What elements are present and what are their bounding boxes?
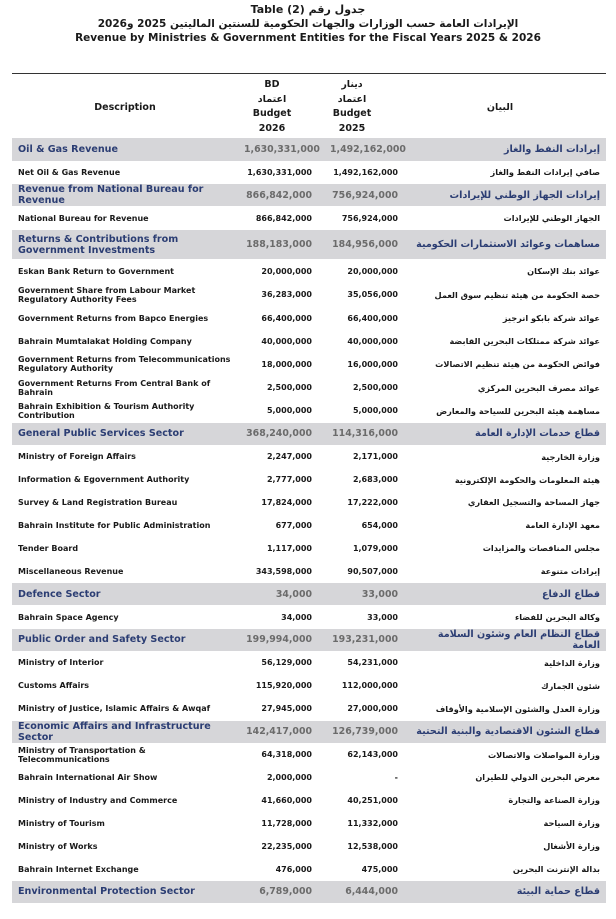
row-budget-2025: 16,000,000 [324, 352, 410, 376]
row-arabic-description: حصة الحكومة من هيئة تنظيم سوق العمل [410, 283, 606, 307]
row-description: Bahrain Institute for Public Administration [12, 514, 238, 537]
row-description: Customs Affairs [12, 674, 238, 697]
row-budget-2025: 66,400,000 [324, 307, 410, 330]
table-row [12, 260, 606, 283]
row-description: Eskan Bank Return to Government [12, 260, 238, 283]
row-arabic-description: مساهمة هيئة البحرين للسياحة والمعارض [410, 399, 606, 422]
row-budget-2025: 654,000 [324, 514, 410, 537]
table-row [12, 468, 606, 491]
header-budget-2026 [232, 78, 312, 138]
revenue-table [12, 138, 606, 904]
table-row [12, 491, 606, 514]
table-row [12, 399, 606, 422]
row-budget-2025: 54,231,000 [324, 651, 410, 674]
row-description: Ministry of Justice, Islamic Affairs & Awqaf [12, 697, 238, 720]
row-budget-2026: 199,994,000 [238, 628, 324, 651]
header-2026-arabic: اعتماد [257, 93, 287, 105]
table-row [12, 606, 606, 629]
row-arabic-description: قطاع الشئون الاقتصادية والبنية التحتية [410, 720, 606, 743]
row-budget-2025: 1,492,162,000 [324, 138, 410, 161]
row-budget-2026: 1,117,000 [238, 537, 324, 560]
row-budget-2026: 2,777,000 [238, 468, 324, 491]
row-budget-2025: - [324, 766, 410, 789]
table-row [12, 161, 606, 184]
row-budget-2026: 866,842,000 [238, 184, 324, 207]
table-row [12, 445, 606, 468]
header-2025-year: 2025 [338, 122, 366, 134]
row-description: Environmental Protection Sector [12, 880, 238, 903]
row-budget-2026: 20,000,000 [238, 260, 324, 283]
table-row [12, 697, 606, 720]
row-description: Bahrain Space Agency [12, 606, 238, 629]
row-arabic-description: معرض البحرين الدولي للطيران [410, 766, 606, 789]
row-budget-2026: 64,318,000 [238, 743, 324, 766]
row-budget-2026: 56,129,000 [238, 651, 324, 674]
row-description: General Public Services Sector [12, 422, 238, 445]
row-description: Ministry of Tourism [12, 812, 238, 835]
table-row [12, 789, 606, 812]
row-budget-2026: 5,000,000 [238, 399, 324, 422]
row-arabic-description: معهد الإدارة العامة [410, 514, 606, 537]
table-row [12, 283, 606, 307]
header-2025-currency: دينار [341, 79, 363, 90]
header-rule [12, 73, 606, 74]
row-budget-2026: 41,660,000 [238, 789, 324, 812]
row-budget-2025: 40,251,000 [324, 789, 410, 812]
table-row [12, 330, 606, 353]
row-budget-2025: 27,000,000 [324, 697, 410, 720]
row-budget-2025: 112,000,000 [324, 674, 410, 697]
row-description: Government Returns From Central Bank of Bahrain [12, 376, 238, 399]
table-row [12, 352, 606, 376]
row-budget-2026: 677,000 [238, 514, 324, 537]
row-budget-2026: 476,000 [238, 858, 324, 881]
table-row [12, 743, 606, 766]
row-budget-2026: 66,400,000 [238, 307, 324, 330]
table-row [12, 674, 606, 697]
row-arabic-description: مساهمات وعوائد الاستثمارات الحكومية [410, 230, 606, 260]
row-arabic-description: وكالة البحرين للفضاء [410, 606, 606, 629]
row-budget-2025: 2,171,000 [324, 445, 410, 468]
section-row [12, 230, 606, 260]
row-budget-2026: 6,789,000 [238, 880, 324, 903]
row-arabic-description: قطاع الدفاع [410, 583, 606, 606]
row-budget-2025: 756,924,000 [324, 184, 410, 207]
section-row [12, 720, 606, 743]
table-row [12, 376, 606, 399]
row-description: Bahrain International Air Show [12, 766, 238, 789]
row-description: Defence Sector [12, 583, 238, 606]
row-arabic-description: وزارة السياحة [410, 812, 606, 835]
row-budget-2025: 193,231,000 [324, 628, 410, 651]
row-arabic-description: إيرادات النفط والغاز [410, 138, 606, 161]
row-budget-2026: 2,500,000 [238, 376, 324, 399]
row-description: Ministry of Works [12, 835, 238, 858]
row-budget-2026: 18,000,000 [238, 352, 324, 376]
row-description: Tender Board [12, 537, 238, 560]
row-budget-2026: 34,000 [238, 583, 324, 606]
row-budget-2025: 6,444,000 [324, 880, 410, 903]
row-description: Government Returns from Telecommunications Regulatory Authority [12, 352, 238, 376]
row-arabic-description: فوائض الحكومة من هيئة تنظيم الاتصالات [410, 352, 606, 376]
row-arabic-description: عوائد مصرف البحرين المركزي [410, 376, 606, 399]
row-arabic-description: وزارة العدل والشئون الإسلامية والأوقاف [410, 697, 606, 720]
row-description: Returns & Contributions from Government Investments [12, 230, 238, 260]
row-arabic-description: شئون الجمارك [410, 674, 606, 697]
table-row [12, 858, 606, 881]
header-2025-label: Budget [332, 108, 372, 119]
row-budget-2025: 1,079,000 [324, 537, 410, 560]
table-row [12, 514, 606, 537]
header-2025-arabic: اعتماد [337, 93, 367, 105]
row-arabic-description: عوائد بنك الإسكان [410, 260, 606, 283]
section-row [12, 138, 606, 161]
row-arabic-description: جهاز المساحة والتسجيل العقاري [410, 491, 606, 514]
row-budget-2025: 20,000,000 [324, 260, 410, 283]
section-row [12, 628, 606, 651]
row-budget-2026: 1,630,331,000 [238, 138, 324, 161]
header-budget-2025 [312, 78, 392, 138]
row-budget-2025: 40,000,000 [324, 330, 410, 353]
row-description: Government Share from Labour Market Regulatory Authority Fees [12, 283, 238, 307]
row-description: Economic Affairs and Infrastructure Sector [12, 720, 238, 743]
row-description: Bahrain Internet Exchange [12, 858, 238, 881]
row-budget-2025: 17,222,000 [324, 491, 410, 514]
table-row [12, 537, 606, 560]
row-budget-2026: 142,417,000 [238, 720, 324, 743]
row-description: Survey & Land Registration Bureau [12, 491, 238, 514]
header-2026-label: Budget [252, 108, 292, 119]
row-budget-2025: 2,683,000 [324, 468, 410, 491]
row-arabic-description: بدالة الإنترنت البحرين [410, 858, 606, 881]
row-arabic-description: عوائد شركة ممتلكات البحرين القابضة [410, 330, 606, 353]
row-description: Information & Egovernment Authority [12, 468, 238, 491]
row-arabic-description: صافي إيرادات النفط والغاز [410, 161, 606, 184]
row-description: Net Oil & Gas Revenue [12, 161, 238, 184]
section-row [12, 583, 606, 606]
row-arabic-description: مجلس المناقصات والمزايدات [410, 537, 606, 560]
title-english: Revenue by Ministries & Government Entities for the Fiscal Years 2025 & 2026 [75, 32, 541, 44]
row-description: Bahrain Mumtalakat Holding Company [12, 330, 238, 353]
row-arabic-description: قطاع حماية البيئة [410, 880, 606, 903]
row-arabic-description: هيئة المعلومات والحكومة الإلكترونية [410, 468, 606, 491]
row-description: Public Order and Safety Sector [12, 628, 238, 651]
table-row [12, 766, 606, 789]
row-arabic-description: قطاع خدمات الإدارة العامة [410, 422, 606, 445]
header-2026-currency: BD [264, 79, 280, 90]
header-2026-year: 2026 [258, 122, 286, 134]
row-budget-2026: 34,000 [238, 606, 324, 629]
row-budget-2025: 62,143,000 [324, 743, 410, 766]
row-budget-2026: 188,183,000 [238, 230, 324, 260]
section-row [12, 880, 606, 903]
row-budget-2026: 866,842,000 [238, 207, 324, 230]
row-description: Ministry of Interior [12, 651, 238, 674]
row-budget-2026: 22,235,000 [238, 835, 324, 858]
row-arabic-description: وزارة المواصلات والاتصالات [410, 743, 606, 766]
row-budget-2026: 40,000,000 [238, 330, 324, 353]
row-budget-2025: 12,538,000 [324, 835, 410, 858]
row-description: National Bureau for Revenue [12, 207, 238, 230]
row-budget-2025: 11,332,000 [324, 812, 410, 835]
row-arabic-description: وزارة الداخلية [410, 651, 606, 674]
table-row [12, 307, 606, 330]
row-budget-2025: 33,000 [324, 583, 410, 606]
section-row [12, 184, 606, 207]
row-budget-2026: 343,598,000 [238, 560, 324, 583]
row-budget-2025: 184,956,000 [324, 230, 410, 260]
row-budget-2026: 2,000,000 [238, 766, 324, 789]
row-description: Government Returns from Bapco Energies [12, 307, 238, 330]
table-row [12, 812, 606, 835]
row-budget-2025: 475,000 [324, 858, 410, 881]
row-budget-2026: 368,240,000 [238, 422, 324, 445]
row-description: Bahrain Exhibition & Tourism Authority Contribution [12, 399, 238, 422]
row-description: Ministry of Transportation & Telecommunications [12, 743, 238, 766]
row-budget-2025: 2,500,000 [324, 376, 410, 399]
row-budget-2025: 126,739,000 [324, 720, 410, 743]
row-description: Oil & Gas Revenue [12, 138, 238, 161]
row-arabic-description: وزارة الصناعة والتجارة [410, 789, 606, 812]
row-budget-2026: 27,945,000 [238, 697, 324, 720]
row-budget-2026: 1,630,331,000 [238, 161, 324, 184]
table-row [12, 207, 606, 230]
row-arabic-description: وزارة الأشغال [410, 835, 606, 858]
row-budget-2025: 90,507,000 [324, 560, 410, 583]
row-budget-2025: 1,492,162,000 [324, 161, 410, 184]
row-arabic-description: إيرادات متنوعة [410, 560, 606, 583]
row-arabic-description: قطاع النظام العام وشئون السلامة العامة [410, 628, 606, 651]
row-description: Revenue from National Bureau for Revenue [12, 184, 238, 207]
row-budget-2025: 114,316,000 [324, 422, 410, 445]
row-description: Ministry of Foreign Affairs [12, 445, 238, 468]
row-arabic-description: إيرادات الجهاز الوطني للإيرادات [410, 184, 606, 207]
row-description: Ministry of Industry and Commerce [12, 789, 238, 812]
header-description: Description [94, 102, 156, 113]
table-row [12, 651, 606, 674]
row-budget-2026: 11,728,000 [238, 812, 324, 835]
section-row [12, 422, 606, 445]
row-description: Miscellaneous Revenue [12, 560, 238, 583]
row-budget-2026: 115,920,000 [238, 674, 324, 697]
row-arabic-description: وزارة الخارجية [410, 445, 606, 468]
row-budget-2026: 2,247,000 [238, 445, 324, 468]
title-arabic: الإيرادات العامة حسب الوزارات والجهات الحكومية للسنتين الماليتين 2025 و2026 [97, 18, 519, 30]
header-arabic-description: البيان [486, 102, 514, 113]
row-budget-2025: 33,000 [324, 606, 410, 629]
row-budget-2025: 35,056,000 [324, 283, 410, 307]
table-row [12, 835, 606, 858]
row-arabic-description: الجهاز الوطني للإيرادات [410, 207, 606, 230]
row-budget-2026: 17,824,000 [238, 491, 324, 514]
row-budget-2025: 756,924,000 [324, 207, 410, 230]
row-arabic-description: عوائد شركة بابكو انرجيز [410, 307, 606, 330]
row-budget-2025: 5,000,000 [324, 399, 410, 422]
row-budget-2026: 36,283,000 [238, 283, 324, 307]
table-title [0, 3, 616, 45]
table-number: Table (2) جدول رقم [250, 3, 366, 16]
table-row [12, 560, 606, 583]
